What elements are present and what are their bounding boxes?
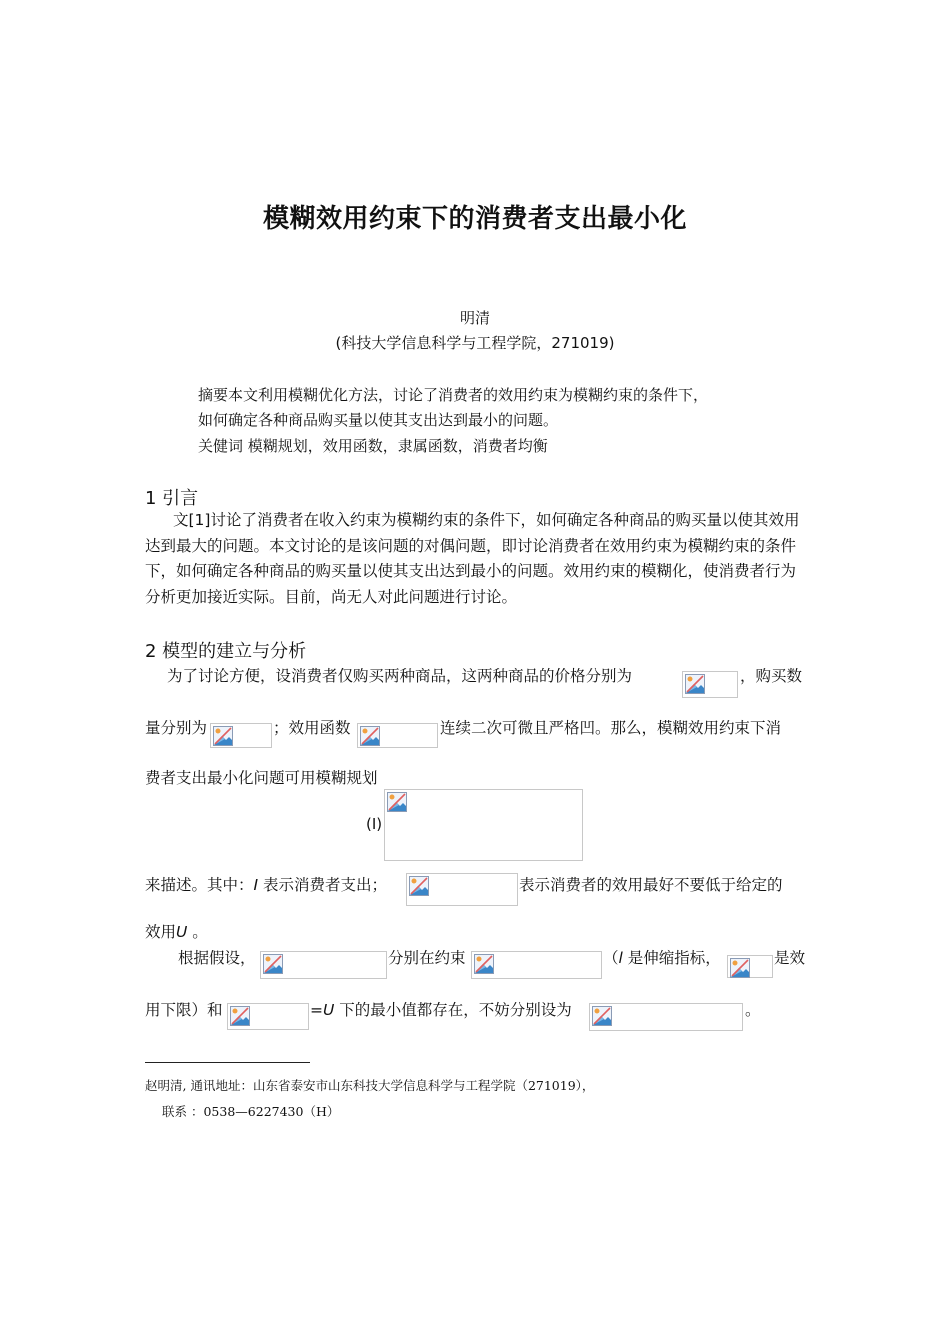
formula-image [727, 955, 773, 978]
broken-image-icon [730, 958, 750, 978]
s2-line3: 费者支出最小化问题可用模糊规划 [145, 769, 378, 787]
s2-line7-a: 用下限）和 [145, 1001, 223, 1019]
broken-image-icon [263, 954, 283, 974]
s2-line7-b: =U 下的最小值都存在，不妨分别设为 [310, 1001, 572, 1019]
s2-line1-b: ，购买数 [740, 667, 803, 685]
broken-image-icon [213, 726, 233, 746]
affiliation: (科技大学信息科学与工程学院，271019) [335, 334, 615, 352]
s2-line1-a: 为了讨论方便，设消费者仅购买两种商品，这两种商品的价格分别为 [167, 667, 633, 685]
footnote-rule [145, 1062, 310, 1063]
section-1-heading: 1 引言 [145, 488, 199, 509]
broken-image-icon [474, 954, 494, 974]
formula-image [682, 671, 738, 698]
section-1-body [145, 508, 810, 610]
formula-image [589, 1003, 743, 1031]
keywords: 关健词 模糊规划，效用函数，隶属函数，消费者均衡 [198, 437, 548, 455]
s2-line7-d: 。 [745, 1001, 761, 1019]
s2-line4: 来描述。其中：I 表示消费者支出； [145, 876, 388, 894]
formula-image [227, 1003, 309, 1030]
broken-image-icon [592, 1006, 612, 1026]
broken-image-icon [230, 1006, 250, 1026]
s2-line6-a: 根据假设， [178, 949, 256, 967]
section-1-text: 文[1]讨论了消费者在收入约束为模糊约束的条件下，如何确定各种商品的购买量以使其效用达到最大的问题。本文讨论的是该问题的对偶问题，即讨论消费者在效用约束为模糊约束的条件下，如何确定各种商品的购买量以使其支出达到最小的问题。效用约束的模糊化，使消费者行为分析更加接近实际。目前，尚无人对此问题进行讨论。 [145, 511, 800, 606]
broken-image-icon [409, 876, 429, 896]
section-2-heading: 2 模型的建立与分析 [145, 641, 307, 662]
abstract-line-1: 摘要本文利用模糊优化方法，讨论了消费者的效用约束为模糊约束的条件下， [198, 386, 709, 404]
s2-line2-c: 连续二次可微且严格凹。那么，模糊效用约束下消 [440, 719, 782, 737]
broken-image-icon [360, 726, 380, 746]
abstract-line-2: 如何确定各种商品购买量以使其支出达到最小的问题。 [198, 411, 559, 429]
broken-image-icon [387, 792, 407, 812]
footnote-line-1: 赵明清, 通讯地址：山东省泰安市山东科技大学信息科学与工程学院（271019）， [145, 1078, 595, 1093]
s2-line6-b: 分别在约束 [388, 949, 466, 967]
formula-image [210, 723, 272, 748]
formula-image [471, 951, 602, 979]
s2-line6-e: 是效 [774, 949, 806, 967]
author: 明清 [459, 309, 490, 327]
s2-line6-c: （l 是伸缩指标， [603, 949, 721, 967]
s2-line4-c: 表示消费者的效用最好不要低于给定的 [519, 876, 783, 894]
equation-image [384, 789, 583, 861]
s2-line2-a: 量分别为 [145, 719, 208, 737]
broken-image-icon [685, 674, 705, 694]
paper-title: 模糊效用约束下的消费者支出最小化 [262, 204, 687, 234]
s2-line5: 效用U 。 [145, 923, 208, 941]
formula-image [406, 873, 518, 906]
formula-image [260, 951, 387, 979]
s2-line2-b: ；效用函数 [273, 719, 351, 737]
formula-image [357, 723, 438, 748]
equation-label: (I) [366, 815, 383, 833]
footnote-line-2: 联系 ：0538—6227430（H） [162, 1104, 340, 1119]
